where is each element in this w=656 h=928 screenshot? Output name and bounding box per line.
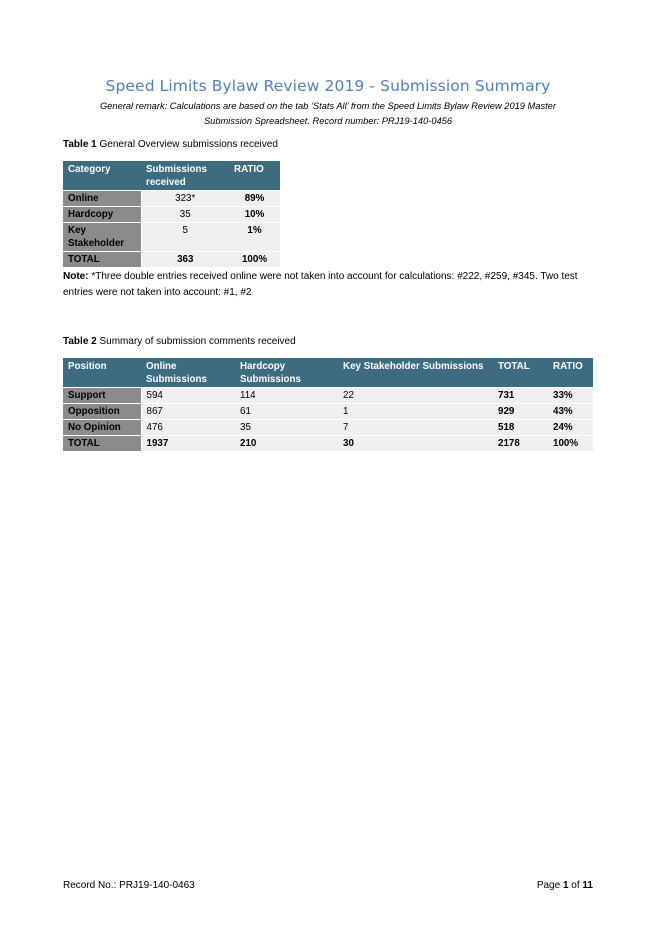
- table-row: [63, 420, 593, 436]
- table2-cell-ratio: 33%: [548, 388, 593, 404]
- table2-cell-key: 22: [338, 388, 493, 404]
- table1-cell-ratio: 10%: [229, 207, 280, 223]
- table2-cell-key: 30: [338, 436, 493, 452]
- table1-cell-submissions: 363: [141, 252, 229, 268]
- general-remark: [70, 99, 586, 129]
- table1-row-label: Online: [63, 191, 141, 207]
- table-row: [63, 436, 593, 452]
- table1-cell-submissions: 5: [141, 223, 229, 252]
- table1-general-overview: [63, 161, 280, 268]
- remark-line-2: Submission Spreadsheet. Record number: PRJ19-140-0456: [203, 116, 453, 126]
- table2-cell-hardcopy: 61: [235, 404, 338, 420]
- table1-cell-submissions: 323*: [141, 191, 229, 207]
- table2-header-position: Position: [63, 358, 141, 388]
- table2-header-total: TOTAL: [493, 358, 548, 388]
- table2-caption-text: Summary of submission comments received: [96, 336, 296, 347]
- table-row: [63, 252, 280, 268]
- page-separator: of: [568, 880, 583, 891]
- table2-cell-ratio: 24%: [548, 420, 593, 436]
- table2-cell-ratio: 43%: [548, 404, 593, 420]
- table1-row-label: Key Stakeholder: [63, 223, 141, 252]
- table1-cell-ratio: 1%: [229, 223, 280, 252]
- table2-submission-comments: [63, 358, 593, 452]
- footer-page-number: [537, 880, 593, 891]
- table1-caption: [63, 139, 278, 150]
- table1-note: [63, 269, 583, 301]
- table2-cell-online: 476: [141, 420, 235, 436]
- table2-header-key-stakeholder: Key Stakeholder Submissions: [338, 358, 493, 388]
- table2-cell-online: 594: [141, 388, 235, 404]
- table1-row-label: TOTAL: [63, 252, 141, 268]
- table-row: [63, 223, 280, 252]
- table2-row-label: No Opinion: [63, 420, 141, 436]
- table1-header-row: [63, 161, 280, 191]
- table2-header-hardcopy: Hardcopy Submissions: [235, 358, 338, 388]
- table2-cell-hardcopy: 35: [235, 420, 338, 436]
- table1-caption-label: Table 1: [63, 139, 97, 150]
- table2-cell-total: 518: [493, 420, 548, 436]
- table-row: [63, 207, 280, 223]
- table2-header-row: [63, 358, 593, 388]
- table1-row-label: Hardcopy: [63, 207, 141, 223]
- table1-cell-ratio: 100%: [229, 252, 280, 268]
- page-current: 1: [562, 880, 569, 891]
- table1-header-category: Category: [63, 161, 141, 191]
- table2-header-ratio: RATIO: [548, 358, 593, 388]
- table2-header-online: Online Submissions: [141, 358, 235, 388]
- table-row: [63, 191, 280, 207]
- page-prefix: Page: [536, 880, 563, 891]
- table2-cell-key: 1: [338, 404, 493, 420]
- table2-cell-total: 929: [493, 404, 548, 420]
- table-row: [63, 388, 593, 404]
- document-title: Speed Limits Bylaw Review 2019 - Submission Summary: [105, 77, 551, 95]
- table1-cell-ratio: 89%: [229, 191, 280, 207]
- table2-row-label: Support: [63, 388, 141, 404]
- table2-cell-hardcopy: 114: [235, 388, 338, 404]
- table2-cell-online: 867: [141, 404, 235, 420]
- table2-caption: [63, 336, 296, 347]
- table1-header-ratio: RATIO: [229, 161, 280, 191]
- footer-record-number: Record No.: PRJ19-140-0463: [63, 880, 195, 891]
- page-total: 11: [582, 880, 593, 891]
- table2-cell-ratio: 100%: [548, 436, 593, 452]
- table1-cell-submissions: 35: [141, 207, 229, 223]
- note-text: *Three double entries received online were not taken into account for calculations: #222, #259, #345. Two test entries were not taken into account: #1, #2: [63, 271, 578, 298]
- table1-header-submissions: Submissions received: [141, 161, 229, 191]
- table2-cell-hardcopy: 210: [235, 436, 338, 452]
- table2-cell-key: 7: [338, 420, 493, 436]
- note-label: Note:: [63, 271, 89, 282]
- remark-line-1: General remark: Calculations are based on the tab ‘Stats All’ from the Speed Limits Bylaw Review 2019 Master: [100, 101, 556, 111]
- table2-row-label: Opposition: [63, 404, 141, 420]
- table2-caption-label: Table 2: [63, 336, 97, 347]
- table1-caption-text: General Overview submissions received: [96, 139, 278, 150]
- table2-row-label: TOTAL: [63, 436, 141, 452]
- table-row: [63, 404, 593, 420]
- table2-cell-total: 2178: [493, 436, 548, 452]
- table2-cell-total: 731: [493, 388, 548, 404]
- table2-cell-online: 1937: [141, 436, 235, 452]
